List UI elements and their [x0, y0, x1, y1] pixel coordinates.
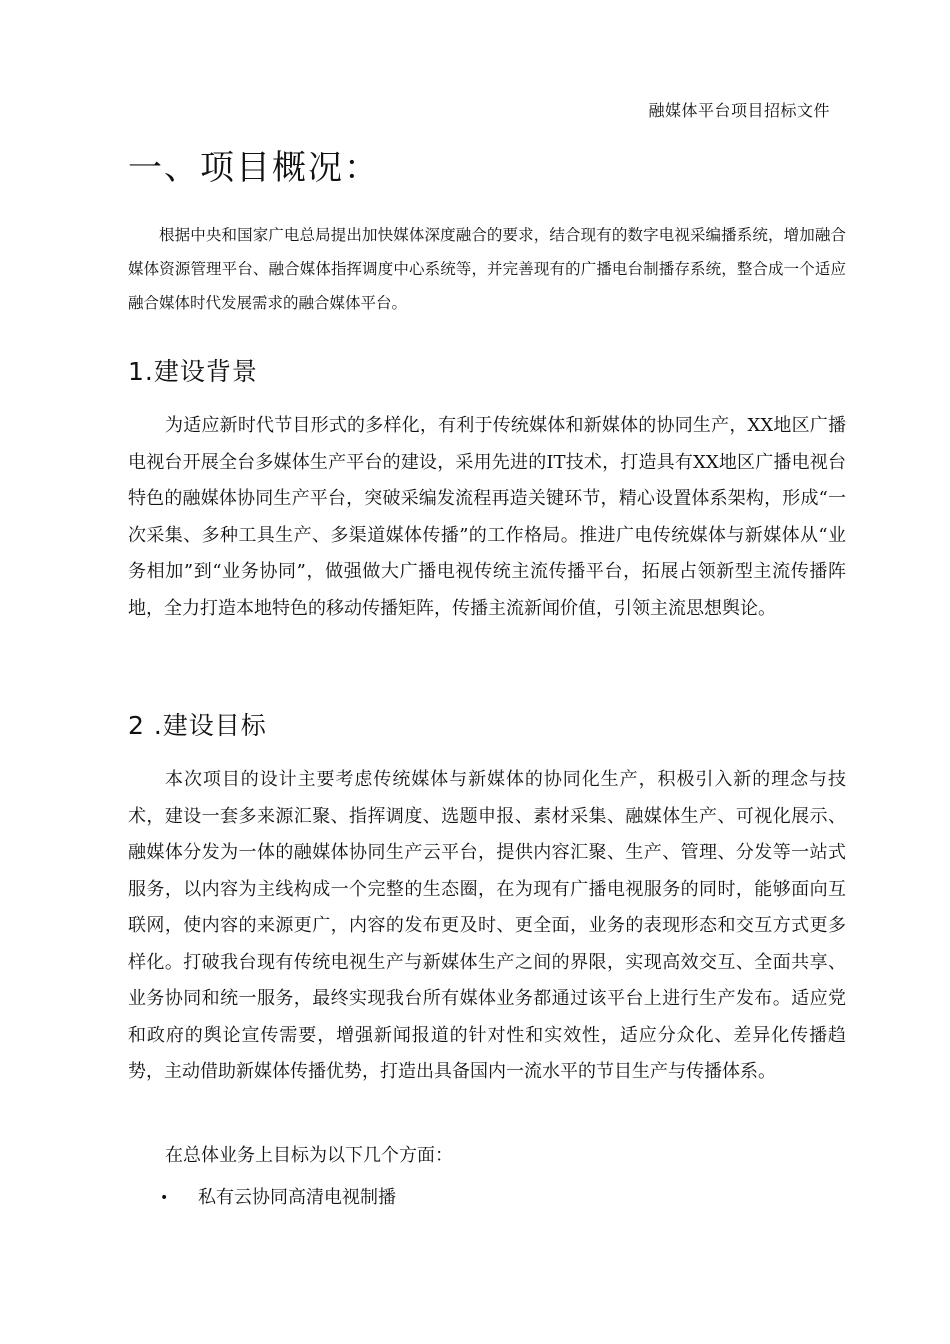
goals-bullet-list	[128, 1180, 396, 1216]
bullet-icon: •	[160, 1190, 169, 1206]
list-item	[128, 1180, 396, 1216]
heading-construction-goals: 2 .建设目标	[128, 711, 267, 740]
goals-aspects-intro: 在总体业务上目标为以下几个方面：	[165, 1145, 453, 1166]
heading-construction-background: 1.建设背景	[128, 357, 258, 386]
goals-paragraph: 本次项目的设计主要考虑传统媒体与新媒体的协同化生产，积极引入新的理念与技术，建设一套多来源汇聚、指挥调度、选题申报、素材采集、融媒体生产、可视化展示、融媒体分发为一体的融媒体协同生产云平台，提供内容汇聚、生产、管理、分发等一站式服务，以内容为主线构成一个完整的生态圈，在为现有广播电视服务的同时，能够面向互联网，使内容的来源更广，内容的发布更及时、更全面，业务的表现形态和交互方式更多样化。打破我台现有传统电视生产与新媒体生产之间的界限，实现高效交互、全面共享、业务协同和统一服务，最终实现我台所有媒体业务都通过该平台上进行生产发布。适应党和政府的舆论宣传需要，增强新闻报道的针对性和实效性，适应分众化、差异化传播趋势，主动借助新媒体传播优势，打造出具备国内一流水平的节目生产与传播体系。	[128, 769, 846, 1082]
intro-paragraph: 根据中央和国家广电总局提出加快媒体深度融合的要求，结合现有的数字电视采编播系统，增加融合媒体资源管理平台、融合媒体指挥调度中心系统等，并完善现有的广播电台制播存系统，整合成一个适应融合媒体时代发展需求的融合媒体平台。	[128, 226, 846, 312]
background-paragraph: 为适应新时代节目形式的多样化，有利于传统媒体和新媒体的协同生产，XX地区广播电视台开展全台多媒体生产平台的建设，采用先进的IT技术，打造具有XX地区广播电视台特色的融媒体协同生产平台，突破采编发流程再造关键环节，精心设置体系架构，形成“一次采集、多种工具生产、多渠道媒体传播”的工作格局。推进广电传统媒体与新媒体从“业务相加”到“业务协同”，做强做大广播电视传统主流传播平台，拓展占领新型主流传播阵地，全力打造本地特色的移动传播矩阵，传播主流新闻价值，引领主流思想舆论。	[128, 415, 846, 619]
document-header-title: 融媒体平台项目招标文件	[648, 101, 830, 120]
section-heading-project-overview: 一、项目概况：	[128, 148, 380, 188]
list-item-label: 私有云协同高清电视制播	[198, 1187, 396, 1208]
